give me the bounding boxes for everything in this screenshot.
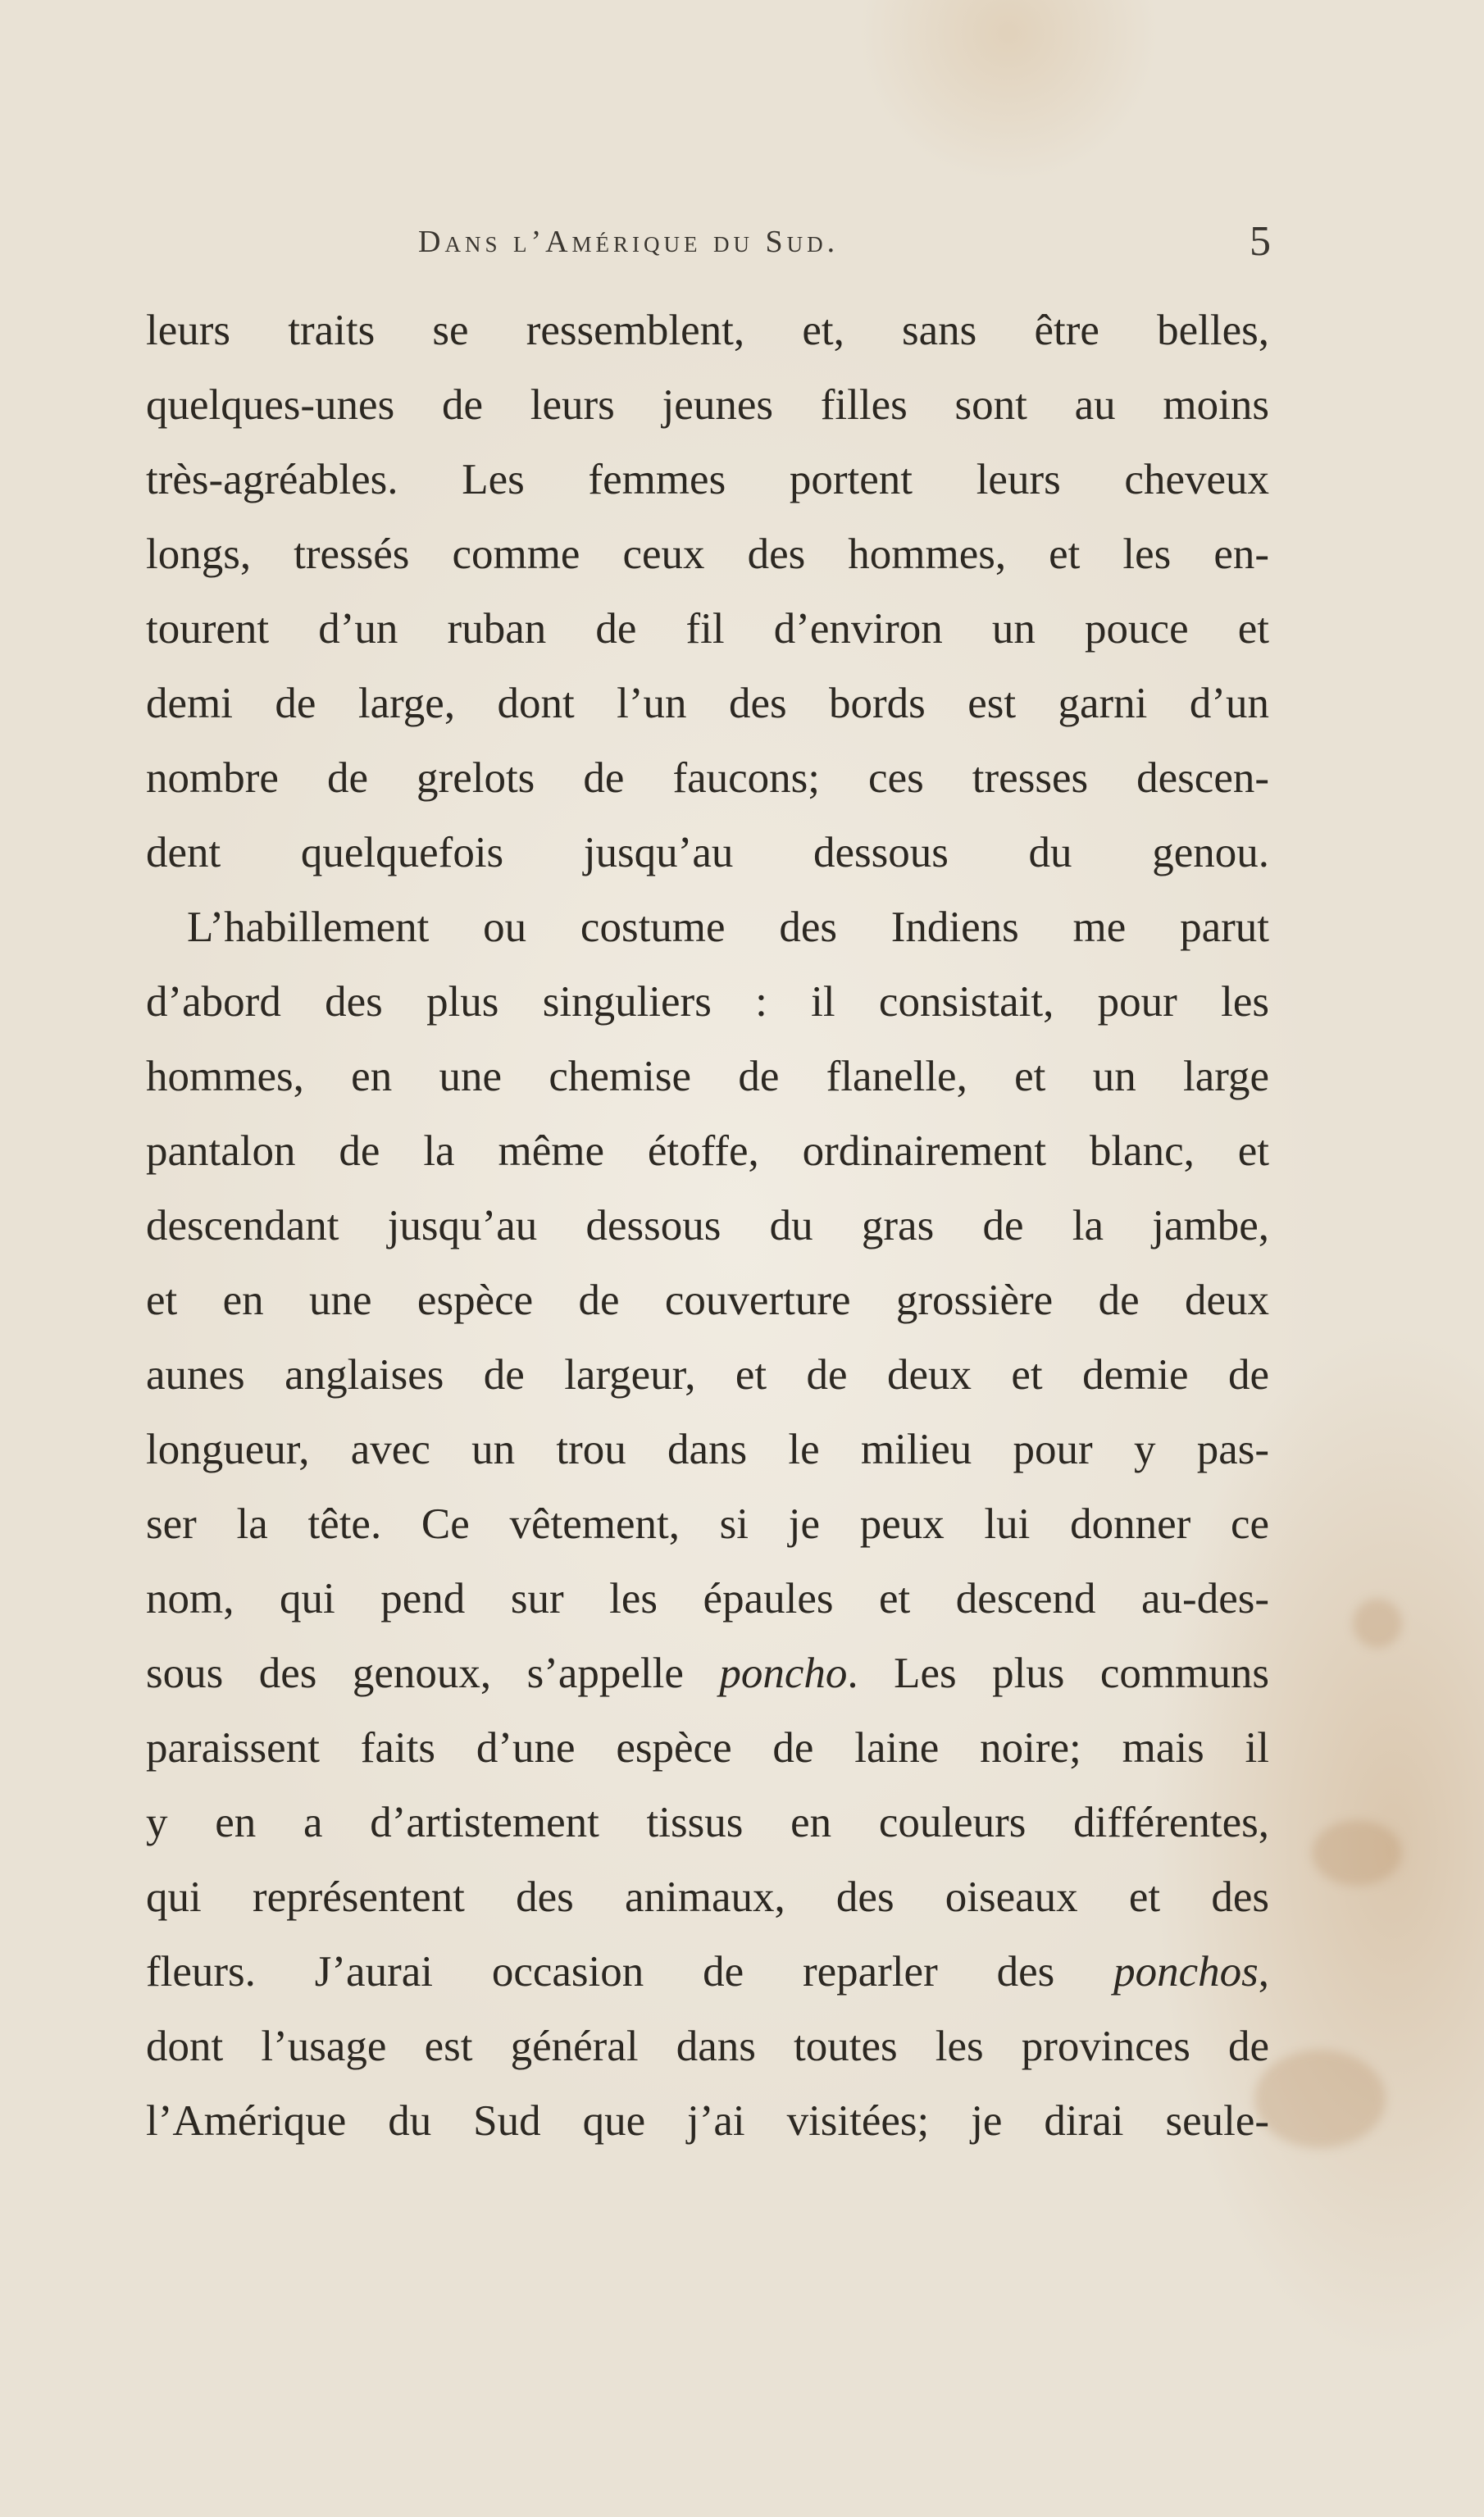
text-line: tourent d’un ruban de fil d’environ un pouce et xyxy=(146,605,1269,653)
foxing-stain xyxy=(1353,1599,1402,1648)
text-line: demi de large, dont l’un des bords est garni d’un xyxy=(146,680,1269,727)
italic-term: ponchos xyxy=(1113,1948,1259,1996)
text-line: et en une espèce de couverture grossière de deux xyxy=(146,1277,1269,1324)
text-line: aunes anglaises de largeur, et de deux et demie de xyxy=(146,1351,1269,1399)
text-line: paraissent faits d’une espèce de laine noire; mais il xyxy=(146,1724,1269,1772)
text-line: d’abord des plus singuliers : il consistait, pour les xyxy=(146,978,1269,1026)
text-line xyxy=(146,1636,1269,1711)
italic-term: poncho xyxy=(719,1650,848,1697)
page-number: 5 xyxy=(1250,218,1271,265)
text-line: hommes, en une chemise de flanelle, et un large xyxy=(146,1053,1269,1100)
text-fragment: , xyxy=(1258,1948,1269,1996)
text-line: dent quelquefois jusqu’au dessous du genou. xyxy=(146,829,1269,876)
text-line: L’habillement ou costume des Indiens me parut xyxy=(187,903,1269,951)
foxing-stain xyxy=(1312,1820,1402,1886)
text-line: y en a d’artistement tissus en couleurs différentes, xyxy=(146,1799,1269,1846)
body-text xyxy=(146,294,1269,2159)
text-fragment: . Les plus communs xyxy=(847,1650,1269,1697)
running-head xyxy=(418,217,1271,266)
text-line: qui représentent des animaux, des oiseaux et des xyxy=(146,1873,1269,1921)
text-line: leurs traits se ressemblent, et, sans être belles, xyxy=(146,307,1269,354)
foxing-stain xyxy=(1254,2050,1386,2148)
text-line xyxy=(146,1935,1269,2010)
text-line: quelques-unes de leurs jeunes filles sont au moins xyxy=(146,381,1269,429)
text-line: longs, tressés comme ceux des hommes, et les en- xyxy=(146,530,1269,578)
text-line: ser la tête. Ce vêtement, si je peux lui donner ce xyxy=(146,1500,1269,1548)
text-line: l’Amérique du Sud que j’ai visitées; je dirai seule- xyxy=(146,2097,1269,2145)
text-line: longueur, avec un trou dans le milieu pour y pas- xyxy=(146,1426,1269,1473)
text-fragment: fleurs. J’aurai occasion de reparler des xyxy=(146,1948,1114,1996)
text-line: nombre de grelots de faucons; ces tresses descen- xyxy=(146,754,1269,802)
running-title: Dans l’Amérique du Sud. xyxy=(418,225,840,259)
text-fragment: sous des genoux, s’appelle xyxy=(146,1650,720,1697)
text-line: dont l’usage est général dans toutes les provinces de xyxy=(146,2023,1269,2070)
text-line: nom, qui pend sur les épaules et descend au-des- xyxy=(146,1575,1269,1623)
text-line: descendant jusqu’au dessous du gras de la jambe, xyxy=(146,1202,1269,1249)
text-line: très-agréables. Les femmes portent leurs cheveux xyxy=(146,456,1269,503)
text-line: pantalon de la même étoffe, ordinairement blanc, et xyxy=(146,1127,1269,1175)
